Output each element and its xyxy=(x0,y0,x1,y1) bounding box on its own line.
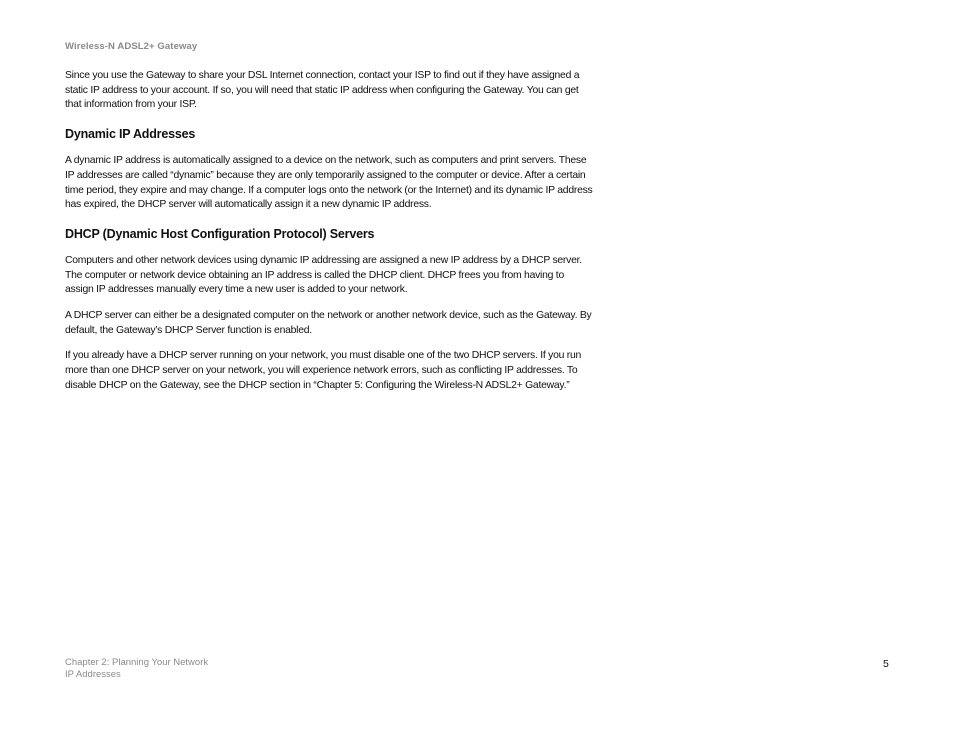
dhcp-paragraph-3: If you already have a DHCP server running on your network, you must disable one of the two DHCP servers. If you run more than one DHCP server on your network, you will experience network errors, such as conflicting IP addresses. To disable DHCP on the Gateway, see the DHCP section in “Chapter 5: Configuring the Wireless-N ADSL2+ Gateway.” xyxy=(65,350,582,391)
dhcp-paragraph-1: Computers and other network devices using dynamic IP addressing are assigned a new IP address by a DHCP server. The computer or network device obtaining an IP address is called the DHCP client. DHCP frees you from having to assign IP addresses manually every time a new user is added to your network. xyxy=(65,254,582,296)
dynamic-ip-paragraph: A dynamic IP address is automatically assigned to a device on the network, such as computers and print servers. These IP addresses are called “dynamic” because they are only temporarily assigned to the computer or device. After a certain time period, they expire and may change. If a computer logs onto the network (or the Internet) and its dynamic IP address has expired, the DHCP server will automatically assign it a new dynamic IP address. xyxy=(65,155,593,211)
running-header: Wireless-N ADSL2+ Gateway xyxy=(65,41,198,52)
dhcp-paragraph-2: A DHCP server can either be a designated computer on the network or another network device, such as the Gateway. By default, the Gateway’s DHCP Server function is enabled. xyxy=(65,310,592,336)
intro-paragraph: Since you use the Gateway to share your DSL Internet connection, contact your ISP to find out if they have assigned a static IP address to your account. If so, you will need that static IP address when configuring the Gateway. You can get that information from your ISP. xyxy=(65,70,580,111)
section-heading-dynamic-ip: Dynamic IP Addresses xyxy=(65,127,196,142)
main-content xyxy=(65,69,595,394)
footer-section: IP Addresses xyxy=(65,669,121,680)
running-footer xyxy=(65,657,208,681)
section-heading-dhcp: DHCP (Dynamic Host Configuration Protocol) Servers xyxy=(65,226,375,241)
footer-chapter: Chapter 2: Planning Your Network xyxy=(65,657,209,668)
page-number: 5 xyxy=(883,658,889,670)
